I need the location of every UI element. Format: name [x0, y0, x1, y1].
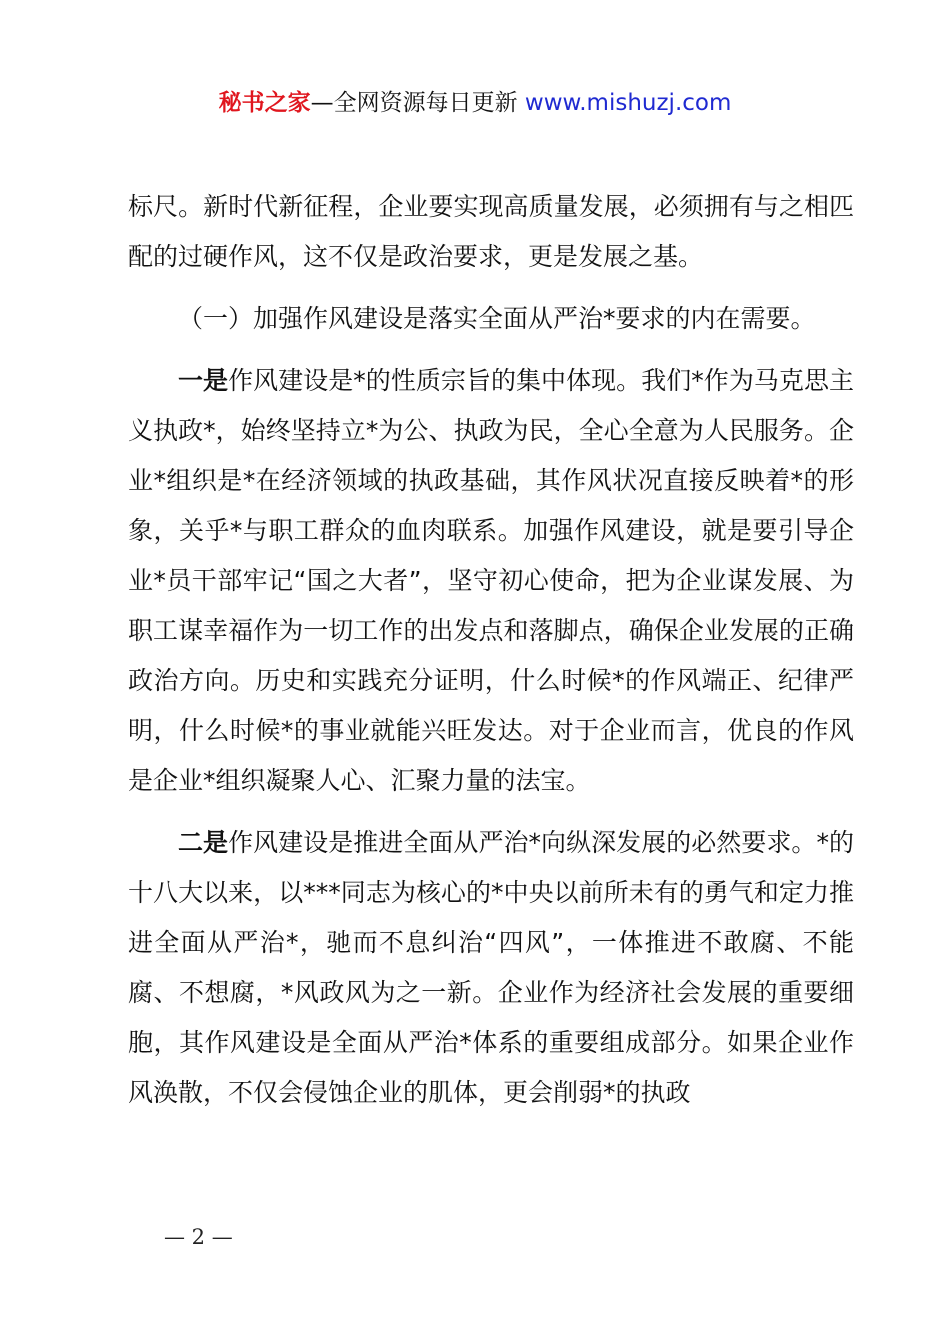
page-number: — 2 —: [164, 1225, 233, 1249]
paragraph-body-first: 作风建设是*的性质宗旨的集中体现。我们*作为马克思主义执政*，始终坚持立*为公、执政为民，全心全意为人民服务。企业*组织是*在经济领域的执政基础，其作风状况直接反映着*的形象，关乎*与职工群众的血肉联系。加强作风建设，就是要引导企业*员干部牢记“国之大者”，坚守初心使命，把为企业谋发展、为职工谋幸福作为一切工作的出发点和落脚点，确保企业发展的正确政治方向。历史和实践充分证明，什么时候*的作风端正、纪律严明，什么时候*的事业就能兴旺发达。对于企业而言，优良的作风是企业*组织凝聚人心、汇聚力量的法宝。: [128, 366, 854, 795]
section-heading: （一）加强作风建设是落实全面从严治*要求的内在需要。: [178, 304, 816, 333]
header-slogan: —全网资源每日更新: [310, 90, 518, 116]
paragraph-lead-first: 一是: [178, 366, 229, 395]
document-body: [128, 182, 854, 1118]
paragraph-first-point: [128, 356, 854, 806]
page-header: [0, 86, 950, 120]
paragraph-lead-second: 二是: [178, 828, 229, 857]
header-url[interactable]: www.mishuzj.com: [524, 90, 732, 116]
paragraph-continuation: 标尺。新时代新征程，企业要实现高质量发展，必须拥有与之相匹配的过硬作风，这不仅是政治要求，更是发展之基。: [128, 192, 854, 271]
paragraph-second-point: [128, 818, 854, 1118]
header-brand: 秘书之家: [218, 90, 311, 116]
paragraph-body-second: 作风建设是推进全面从严治*向纵深发展的必然要求。*的十八大以来，以***同志为核心的*中央以前所未有的勇气和定力推进全面从严治*，驰而不息纠治“四风”，一体推进不敢腐、不能腐、不想腐，*风政风为之一新。企业作为经济社会发展的重要细胞，其作风建设是全面从严治*体系的重要组成部分。如果企业作风涣散，不仅会侵蚀企业的肌体，更会削弱*的执政: [128, 828, 854, 1107]
